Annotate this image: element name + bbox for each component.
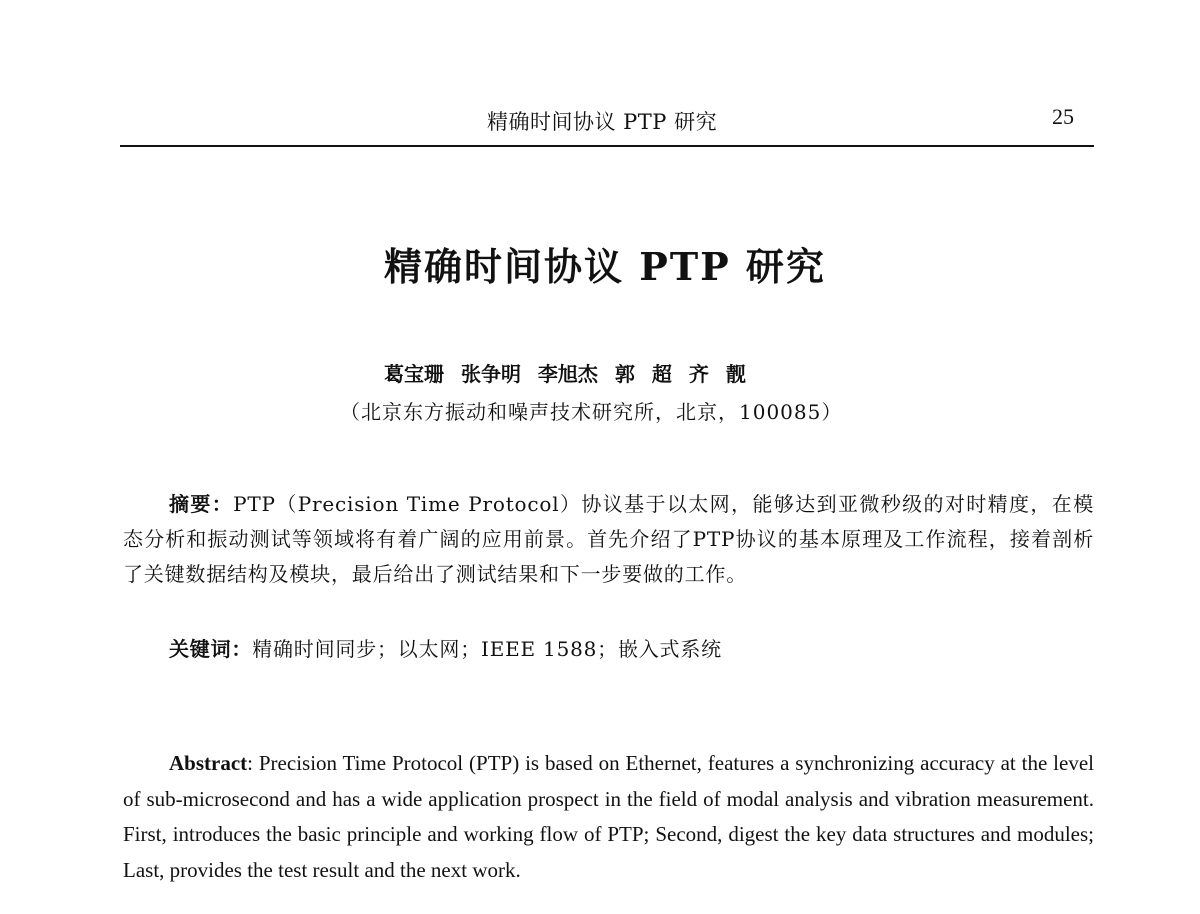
chinese-abstract-paragraph [123,487,1094,592]
running-title: 精确时间协议 PTP 研究 [487,110,718,134]
english-abstract-separator: : [247,751,259,775]
paper-title: 精确时间协议 PTP 研究 [384,244,826,289]
english-abstract-label: Abstract [169,751,248,775]
chinese-abstract [123,487,1094,592]
chinese-abstract-text: PTP（Precision Time Protocol）协议基于以太网，能够达到亚微秒级的对时精度，在模态分析和振动测试等领域将有着广阔的应用前景。首先介绍了PTP协议的基本原理及工作流程，接着剖析了关键数据结构及模块，最后给出了测试结果和下一步要做的工作。 [123,492,1094,586]
english-abstract [123,746,1094,888]
keywords-label: 关键词： [169,637,253,661]
english-abstract-text: Precision Time Protocol (PTP) is based on Ethernet, features a synchronizing accuracy at the level of sub-microsecond and has a wide application prospect in the field of modal analysis and vibration measurement. First, introduces the basic principle and working flow of PTP; Second, digest the key data structures and modules; Last, provides the test result and the next work. [123,751,1094,882]
header-rule [120,145,1094,147]
english-abstract-paragraph [123,746,1094,888]
chinese-abstract-label: 摘要： [169,492,234,516]
affiliation: （北京东方振动和噪声技术研究所，北京，100085） [340,400,843,424]
keywords-text: 精确时间同步；以太网；IEEE 1588；嵌入式系统 [252,637,722,661]
keywords-line [169,633,722,662]
page-number: 25 [1052,104,1074,129]
author-list: 葛宝珊 张争明 李旭杰 郭 超 齐 靓 [384,362,746,386]
